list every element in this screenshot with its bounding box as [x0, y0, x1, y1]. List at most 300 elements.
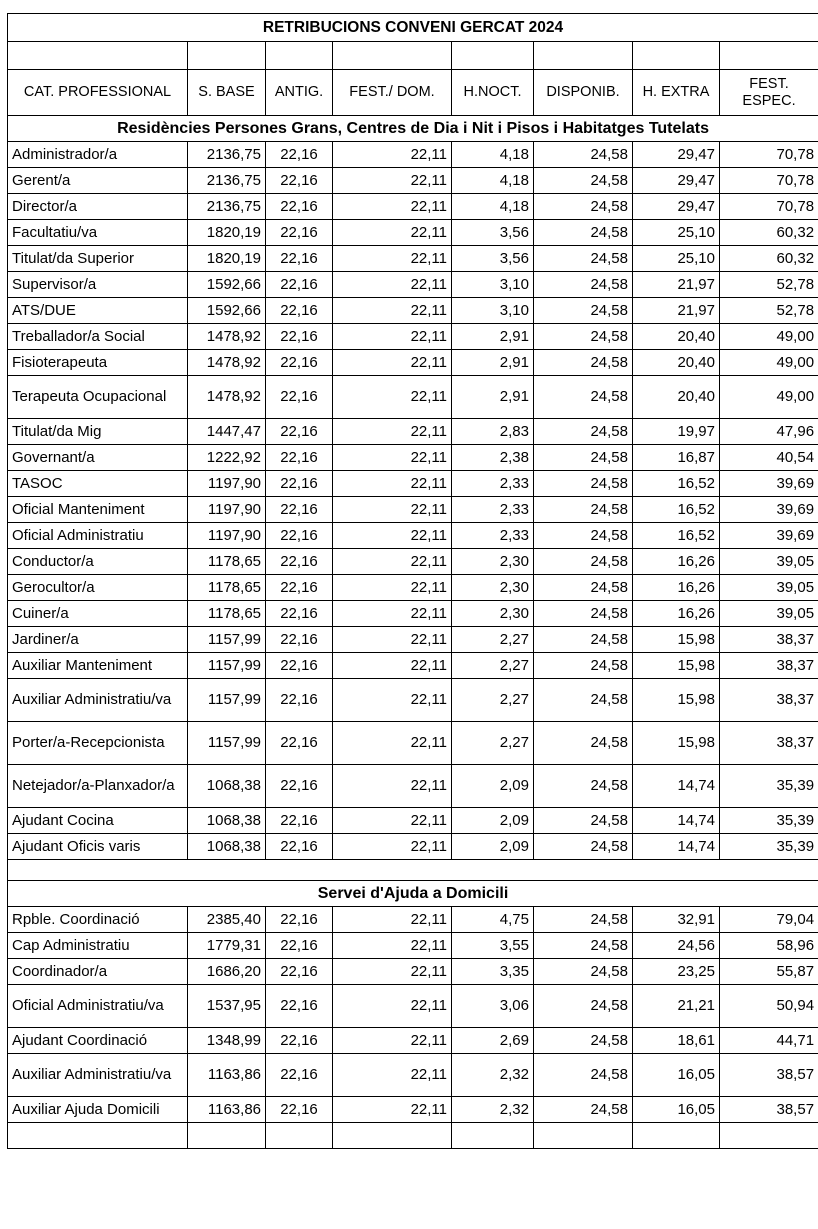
table-row: [8, 523, 818, 549]
fest-dom-cell: 22,11: [333, 985, 452, 1028]
disponib-cell: 24,58: [534, 142, 633, 168]
s-base-cell: 1157,99: [188, 722, 266, 765]
fest-dom-cell: 22,11: [333, 445, 452, 471]
s-base-cell: 1157,99: [188, 627, 266, 653]
salary-table: [7, 13, 818, 1149]
table-row: [8, 497, 818, 523]
fest-espec-cell: 58,96: [720, 933, 818, 959]
fest-espec-cell: 38,57: [720, 1054, 818, 1097]
table-row: [8, 194, 818, 220]
antig-cell: 22,16: [266, 298, 333, 324]
s-base-cell: 1537,95: [188, 985, 266, 1028]
fest-espec-cell: 70,78: [720, 142, 818, 168]
disponib-cell: 24,58: [534, 376, 633, 419]
h-noct-cell: 2,69: [452, 1028, 534, 1054]
s-base-cell: 1163,86: [188, 1097, 266, 1123]
category-cell: Oficial Administratiu/va: [8, 985, 188, 1028]
antig-cell: 22,16: [266, 1054, 333, 1097]
fest-dom-cell: 22,11: [333, 679, 452, 722]
disponib-cell: 24,58: [534, 246, 633, 272]
category-cell: Oficial Administratiu: [8, 523, 188, 549]
fest-dom-cell: 22,11: [333, 933, 452, 959]
fest-dom-cell: 22,11: [333, 653, 452, 679]
antig-cell: 22,16: [266, 933, 333, 959]
section-title: Residències Persones Grans, Centres de Dia i Nit i Pisos i Habitatges Tutelats: [8, 116, 818, 142]
category-cell: Ajudant Cocina: [8, 808, 188, 834]
antig-cell: 22,16: [266, 324, 333, 350]
fest-espec-cell: 47,96: [720, 419, 818, 445]
fest-espec-cell: 44,71: [720, 1028, 818, 1054]
header-fest-dom: FEST./ DOM.: [333, 70, 452, 116]
h-extra-cell: 16,26: [633, 575, 720, 601]
header-h-noct: H.NOCT.: [452, 70, 534, 116]
category-cell: Jardiner/a: [8, 627, 188, 653]
category-cell: Ajudant Oficis varis: [8, 834, 188, 860]
fest-dom-cell: 22,11: [333, 575, 452, 601]
s-base-cell: 1447,47: [188, 419, 266, 445]
table-title: RETRIBUCIONS CONVENI GERCAT 2024: [8, 14, 818, 42]
header-cat-professional: CAT. PROFESSIONAL: [8, 70, 188, 116]
fest-dom-cell: 22,11: [333, 959, 452, 985]
section-header-row: [8, 881, 818, 907]
antig-cell: 22,16: [266, 765, 333, 808]
title-row: [8, 14, 818, 42]
antig-cell: 22,16: [266, 653, 333, 679]
category-cell: Porter/a-Recepcionista: [8, 722, 188, 765]
h-noct-cell: 2,27: [452, 653, 534, 679]
s-base-cell: 2136,75: [188, 142, 266, 168]
h-noct-cell: 2,91: [452, 324, 534, 350]
fest-dom-cell: 22,11: [333, 350, 452, 376]
disponib-cell: 24,58: [534, 722, 633, 765]
s-base-cell: 1222,92: [188, 445, 266, 471]
table-row: [8, 575, 818, 601]
fest-dom-cell: 22,11: [333, 907, 452, 933]
disponib-cell: 24,58: [534, 1028, 633, 1054]
fest-espec-cell: 70,78: [720, 194, 818, 220]
h-extra-cell: 16,52: [633, 497, 720, 523]
table-row: [8, 142, 818, 168]
category-cell: Cuiner/a: [8, 601, 188, 627]
fest-espec-cell: 55,87: [720, 959, 818, 985]
disponib-cell: 24,58: [534, 601, 633, 627]
h-noct-cell: 2,30: [452, 549, 534, 575]
table-row: [8, 168, 818, 194]
category-cell: Auxiliar Ajuda Domicili: [8, 1097, 188, 1123]
table-row: [8, 549, 818, 575]
category-cell: Terapeuta Ocupacional: [8, 376, 188, 419]
h-noct-cell: 4,18: [452, 194, 534, 220]
h-extra-cell: 29,47: [633, 168, 720, 194]
h-noct-cell: 2,33: [452, 523, 534, 549]
h-extra-cell: 16,52: [633, 471, 720, 497]
h-extra-cell: 16,05: [633, 1097, 720, 1123]
fest-espec-cell: 49,00: [720, 376, 818, 419]
antig-cell: 22,16: [266, 1097, 333, 1123]
section-separator: [8, 860, 818, 881]
h-extra-cell: 14,74: [633, 808, 720, 834]
h-noct-cell: 2,33: [452, 471, 534, 497]
h-extra-cell: 16,05: [633, 1054, 720, 1097]
table-row: [8, 985, 818, 1028]
h-extra-cell: 21,21: [633, 985, 720, 1028]
s-base-cell: 1592,66: [188, 272, 266, 298]
category-cell: Cap Administratiu: [8, 933, 188, 959]
table-row: [8, 1054, 818, 1097]
fest-espec-cell: 39,05: [720, 575, 818, 601]
table-row: [8, 246, 818, 272]
fest-espec-cell: 38,37: [720, 722, 818, 765]
s-base-cell: 1178,65: [188, 575, 266, 601]
category-cell: TASOC: [8, 471, 188, 497]
s-base-cell: 1163,86: [188, 1054, 266, 1097]
table-row: [8, 679, 818, 722]
h-noct-cell: 4,75: [452, 907, 534, 933]
header-s-base: S. BASE: [188, 70, 266, 116]
antig-cell: 22,16: [266, 1028, 333, 1054]
h-extra-cell: 25,10: [633, 220, 720, 246]
fest-dom-cell: 22,11: [333, 627, 452, 653]
fest-espec-cell: 70,78: [720, 168, 818, 194]
disponib-cell: 24,58: [534, 808, 633, 834]
h-extra-cell: 29,47: [633, 142, 720, 168]
fest-dom-cell: 22,11: [333, 497, 452, 523]
h-noct-cell: 2,91: [452, 350, 534, 376]
antig-cell: 22,16: [266, 679, 333, 722]
fest-dom-cell: 22,11: [333, 601, 452, 627]
fest-espec-cell: 60,32: [720, 246, 818, 272]
disponib-cell: 24,58: [534, 765, 633, 808]
fest-espec-cell: 60,32: [720, 220, 818, 246]
table-row: [8, 350, 818, 376]
antig-cell: 22,16: [266, 419, 333, 445]
s-base-cell: 1686,20: [188, 959, 266, 985]
category-cell: Fisioterapeuta: [8, 350, 188, 376]
category-cell: Administrador/a: [8, 142, 188, 168]
fest-dom-cell: 22,11: [333, 272, 452, 298]
fest-dom-cell: 22,11: [333, 246, 452, 272]
s-base-cell: 1592,66: [188, 298, 266, 324]
category-cell: Gerocultor/a: [8, 575, 188, 601]
s-base-cell: 1478,92: [188, 350, 266, 376]
h-extra-cell: 15,98: [633, 627, 720, 653]
category-cell: Gerent/a: [8, 168, 188, 194]
disponib-cell: 24,58: [534, 419, 633, 445]
category-cell: Facultatiu/va: [8, 220, 188, 246]
fest-espec-cell: 49,00: [720, 350, 818, 376]
table-row: [8, 933, 818, 959]
fest-espec-cell: 52,78: [720, 272, 818, 298]
disponib-cell: 24,58: [534, 523, 633, 549]
fest-espec-cell: 35,39: [720, 808, 818, 834]
fest-espec-cell: 50,94: [720, 985, 818, 1028]
h-extra-cell: 21,97: [633, 272, 720, 298]
h-noct-cell: 2,27: [452, 627, 534, 653]
antig-cell: 22,16: [266, 808, 333, 834]
h-noct-cell: 2,27: [452, 679, 534, 722]
h-extra-cell: 32,91: [633, 907, 720, 933]
antig-cell: 22,16: [266, 376, 333, 419]
antig-cell: 22,16: [266, 142, 333, 168]
fest-dom-cell: 22,11: [333, 471, 452, 497]
table-row: [8, 765, 818, 808]
h-noct-cell: 2,32: [452, 1054, 534, 1097]
table-row: [8, 376, 818, 419]
h-extra-cell: 18,61: [633, 1028, 720, 1054]
category-cell: ATS/DUE: [8, 298, 188, 324]
fest-dom-cell: 22,11: [333, 376, 452, 419]
s-base-cell: 1478,92: [188, 376, 266, 419]
antig-cell: 22,16: [266, 194, 333, 220]
table-row: [8, 419, 818, 445]
h-extra-cell: 16,26: [633, 601, 720, 627]
disponib-cell: 24,58: [534, 471, 633, 497]
disponib-cell: 24,58: [534, 298, 633, 324]
category-cell: Auxiliar Manteniment: [8, 653, 188, 679]
antig-cell: 22,16: [266, 959, 333, 985]
disponib-cell: 24,58: [534, 653, 633, 679]
antig-cell: 22,16: [266, 601, 333, 627]
h-extra-cell: 20,40: [633, 350, 720, 376]
s-base-cell: 1348,99: [188, 1028, 266, 1054]
h-extra-cell: 20,40: [633, 376, 720, 419]
fest-dom-cell: 22,11: [333, 419, 452, 445]
disponib-cell: 24,58: [534, 679, 633, 722]
category-cell: Netejador/a-Planxador/a: [8, 765, 188, 808]
antig-cell: 22,16: [266, 471, 333, 497]
fest-espec-cell: 35,39: [720, 834, 818, 860]
antig-cell: 22,16: [266, 575, 333, 601]
h-noct-cell: 2,09: [452, 834, 534, 860]
s-base-cell: 1068,38: [188, 834, 266, 860]
antig-cell: 22,16: [266, 350, 333, 376]
s-base-cell: 1197,90: [188, 497, 266, 523]
fest-dom-cell: 22,11: [333, 834, 452, 860]
section-title: Servei d'Ajuda a Domicili: [8, 881, 818, 907]
category-cell: Auxiliar Administratiu/va: [8, 679, 188, 722]
antig-cell: 22,16: [266, 497, 333, 523]
h-noct-cell: 2,09: [452, 765, 534, 808]
category-cell: Treballador/a Social: [8, 324, 188, 350]
h-noct-cell: 3,06: [452, 985, 534, 1028]
antig-cell: 22,16: [266, 445, 333, 471]
h-extra-cell: 20,40: [633, 324, 720, 350]
disponib-cell: 24,58: [534, 959, 633, 985]
disponib-cell: 24,58: [534, 168, 633, 194]
antig-cell: 22,16: [266, 246, 333, 272]
s-base-cell: 1068,38: [188, 808, 266, 834]
fest-dom-cell: 22,11: [333, 765, 452, 808]
antig-cell: 22,16: [266, 722, 333, 765]
disponib-cell: 24,58: [534, 627, 633, 653]
fest-espec-cell: 79,04: [720, 907, 818, 933]
fest-dom-cell: 22,11: [333, 808, 452, 834]
antig-cell: 22,16: [266, 627, 333, 653]
h-noct-cell: 4,18: [452, 142, 534, 168]
h-noct-cell: 3,56: [452, 220, 534, 246]
fest-espec-cell: 38,57: [720, 1097, 818, 1123]
h-noct-cell: 2,32: [452, 1097, 534, 1123]
h-noct-cell: 2,30: [452, 601, 534, 627]
h-extra-cell: 19,97: [633, 419, 720, 445]
h-extra-cell: 14,74: [633, 765, 720, 808]
h-extra-cell: 16,26: [633, 549, 720, 575]
fest-dom-cell: 22,11: [333, 722, 452, 765]
fest-dom-cell: 22,11: [333, 1028, 452, 1054]
table-row: [8, 627, 818, 653]
h-noct-cell: 2,27: [452, 722, 534, 765]
antig-cell: 22,16: [266, 907, 333, 933]
disponib-cell: 24,58: [534, 324, 633, 350]
s-base-cell: 1157,99: [188, 653, 266, 679]
fest-dom-cell: 22,11: [333, 168, 452, 194]
h-extra-cell: 24,56: [633, 933, 720, 959]
category-cell: Coordinador/a: [8, 959, 188, 985]
h-extra-cell: 23,25: [633, 959, 720, 985]
fest-espec-cell: 39,69: [720, 471, 818, 497]
h-noct-cell: 3,55: [452, 933, 534, 959]
fest-dom-cell: 22,11: [333, 549, 452, 575]
h-extra-cell: 25,10: [633, 246, 720, 272]
category-cell: Rpble. Coordinació: [8, 907, 188, 933]
table-row: [8, 1028, 818, 1054]
disponib-cell: 24,58: [534, 350, 633, 376]
s-base-cell: 2136,75: [188, 194, 266, 220]
h-noct-cell: 2,83: [452, 419, 534, 445]
disponib-cell: 24,58: [534, 985, 633, 1028]
disponib-cell: 24,58: [534, 907, 633, 933]
s-base-cell: 1197,90: [188, 471, 266, 497]
category-cell: Director/a: [8, 194, 188, 220]
antig-cell: 22,16: [266, 220, 333, 246]
disponib-cell: 24,58: [534, 549, 633, 575]
header-antig: ANTIG.: [266, 70, 333, 116]
header-disponib: DISPONIB.: [534, 70, 633, 116]
table-row: [8, 324, 818, 350]
table-row: [8, 907, 818, 933]
h-noct-cell: 3,10: [452, 272, 534, 298]
s-base-cell: 2136,75: [188, 168, 266, 194]
header-fest-espec: FEST. ESPEC.: [720, 70, 818, 116]
disponib-cell: 24,58: [534, 272, 633, 298]
table-row: [8, 445, 818, 471]
fest-espec-cell: 35,39: [720, 765, 818, 808]
fest-dom-cell: 22,11: [333, 194, 452, 220]
fest-dom-cell: 22,11: [333, 142, 452, 168]
s-base-cell: 1820,19: [188, 246, 266, 272]
h-extra-cell: 15,98: [633, 653, 720, 679]
fest-espec-cell: 49,00: [720, 324, 818, 350]
table-row: [8, 808, 818, 834]
fest-espec-cell: 38,37: [720, 627, 818, 653]
category-cell: Conductor/a: [8, 549, 188, 575]
disponib-cell: 24,58: [534, 497, 633, 523]
table-row: [8, 722, 818, 765]
spacer-row: [8, 42, 818, 70]
s-base-cell: 1068,38: [188, 765, 266, 808]
table-row: [8, 220, 818, 246]
category-cell: Titulat/da Mig: [8, 419, 188, 445]
category-cell: Ajudant Coordinació: [8, 1028, 188, 1054]
fest-dom-cell: 22,11: [333, 324, 452, 350]
category-cell: Oficial Manteniment: [8, 497, 188, 523]
fest-dom-cell: 22,11: [333, 298, 452, 324]
table-row: [8, 834, 818, 860]
table-row: [8, 959, 818, 985]
h-extra-cell: 16,87: [633, 445, 720, 471]
h-noct-cell: 4,18: [452, 168, 534, 194]
h-noct-cell: 2,91: [452, 376, 534, 419]
section-header-row: [8, 116, 818, 142]
h-noct-cell: 2,38: [452, 445, 534, 471]
header-row: [8, 70, 818, 116]
table-row: [8, 1097, 818, 1123]
disponib-cell: 24,58: [534, 575, 633, 601]
s-base-cell: 1779,31: [188, 933, 266, 959]
h-extra-cell: 29,47: [633, 194, 720, 220]
disponib-cell: 24,58: [534, 194, 633, 220]
s-base-cell: 1197,90: [188, 523, 266, 549]
h-extra-cell: 21,97: [633, 298, 720, 324]
fest-espec-cell: 38,37: [720, 679, 818, 722]
category-cell: Auxiliar Administratiu/va: [8, 1054, 188, 1097]
fest-espec-cell: 39,05: [720, 601, 818, 627]
h-extra-cell: 14,74: [633, 834, 720, 860]
fest-espec-cell: 40,54: [720, 445, 818, 471]
header-h-extra: H. EXTRA: [633, 70, 720, 116]
s-base-cell: 1820,19: [188, 220, 266, 246]
antig-cell: 22,16: [266, 985, 333, 1028]
h-noct-cell: 2,09: [452, 808, 534, 834]
fest-espec-cell: 39,69: [720, 497, 818, 523]
fest-dom-cell: 22,11: [333, 523, 452, 549]
h-noct-cell: 2,33: [452, 497, 534, 523]
fest-espec-cell: 38,37: [720, 653, 818, 679]
s-base-cell: 1178,65: [188, 549, 266, 575]
disponib-cell: 24,58: [534, 834, 633, 860]
category-cell: Governant/a: [8, 445, 188, 471]
table-row: [8, 471, 818, 497]
h-noct-cell: 3,10: [452, 298, 534, 324]
salary-sheet: [7, 13, 818, 1149]
table-row: [8, 298, 818, 324]
fest-dom-cell: 22,11: [333, 1054, 452, 1097]
s-base-cell: 1178,65: [188, 601, 266, 627]
s-base-cell: 1478,92: [188, 324, 266, 350]
fest-espec-cell: 52,78: [720, 298, 818, 324]
fest-dom-cell: 22,11: [333, 220, 452, 246]
h-noct-cell: 2,30: [452, 575, 534, 601]
h-extra-cell: 15,98: [633, 679, 720, 722]
disponib-cell: 24,58: [534, 220, 633, 246]
fest-espec-cell: 39,05: [720, 549, 818, 575]
s-base-cell: 2385,40: [188, 907, 266, 933]
disponib-cell: 24,58: [534, 1054, 633, 1097]
h-extra-cell: 16,52: [633, 523, 720, 549]
table-row: [8, 601, 818, 627]
h-noct-cell: 3,56: [452, 246, 534, 272]
disponib-cell: 24,58: [534, 445, 633, 471]
disponib-cell: 24,58: [534, 933, 633, 959]
antig-cell: 22,16: [266, 272, 333, 298]
table-row: [8, 653, 818, 679]
s-base-cell: 1157,99: [188, 679, 266, 722]
table-row: [8, 272, 818, 298]
antig-cell: 22,16: [266, 549, 333, 575]
disponib-cell: 24,58: [534, 1097, 633, 1123]
antig-cell: 22,16: [266, 523, 333, 549]
antig-cell: 22,16: [266, 834, 333, 860]
